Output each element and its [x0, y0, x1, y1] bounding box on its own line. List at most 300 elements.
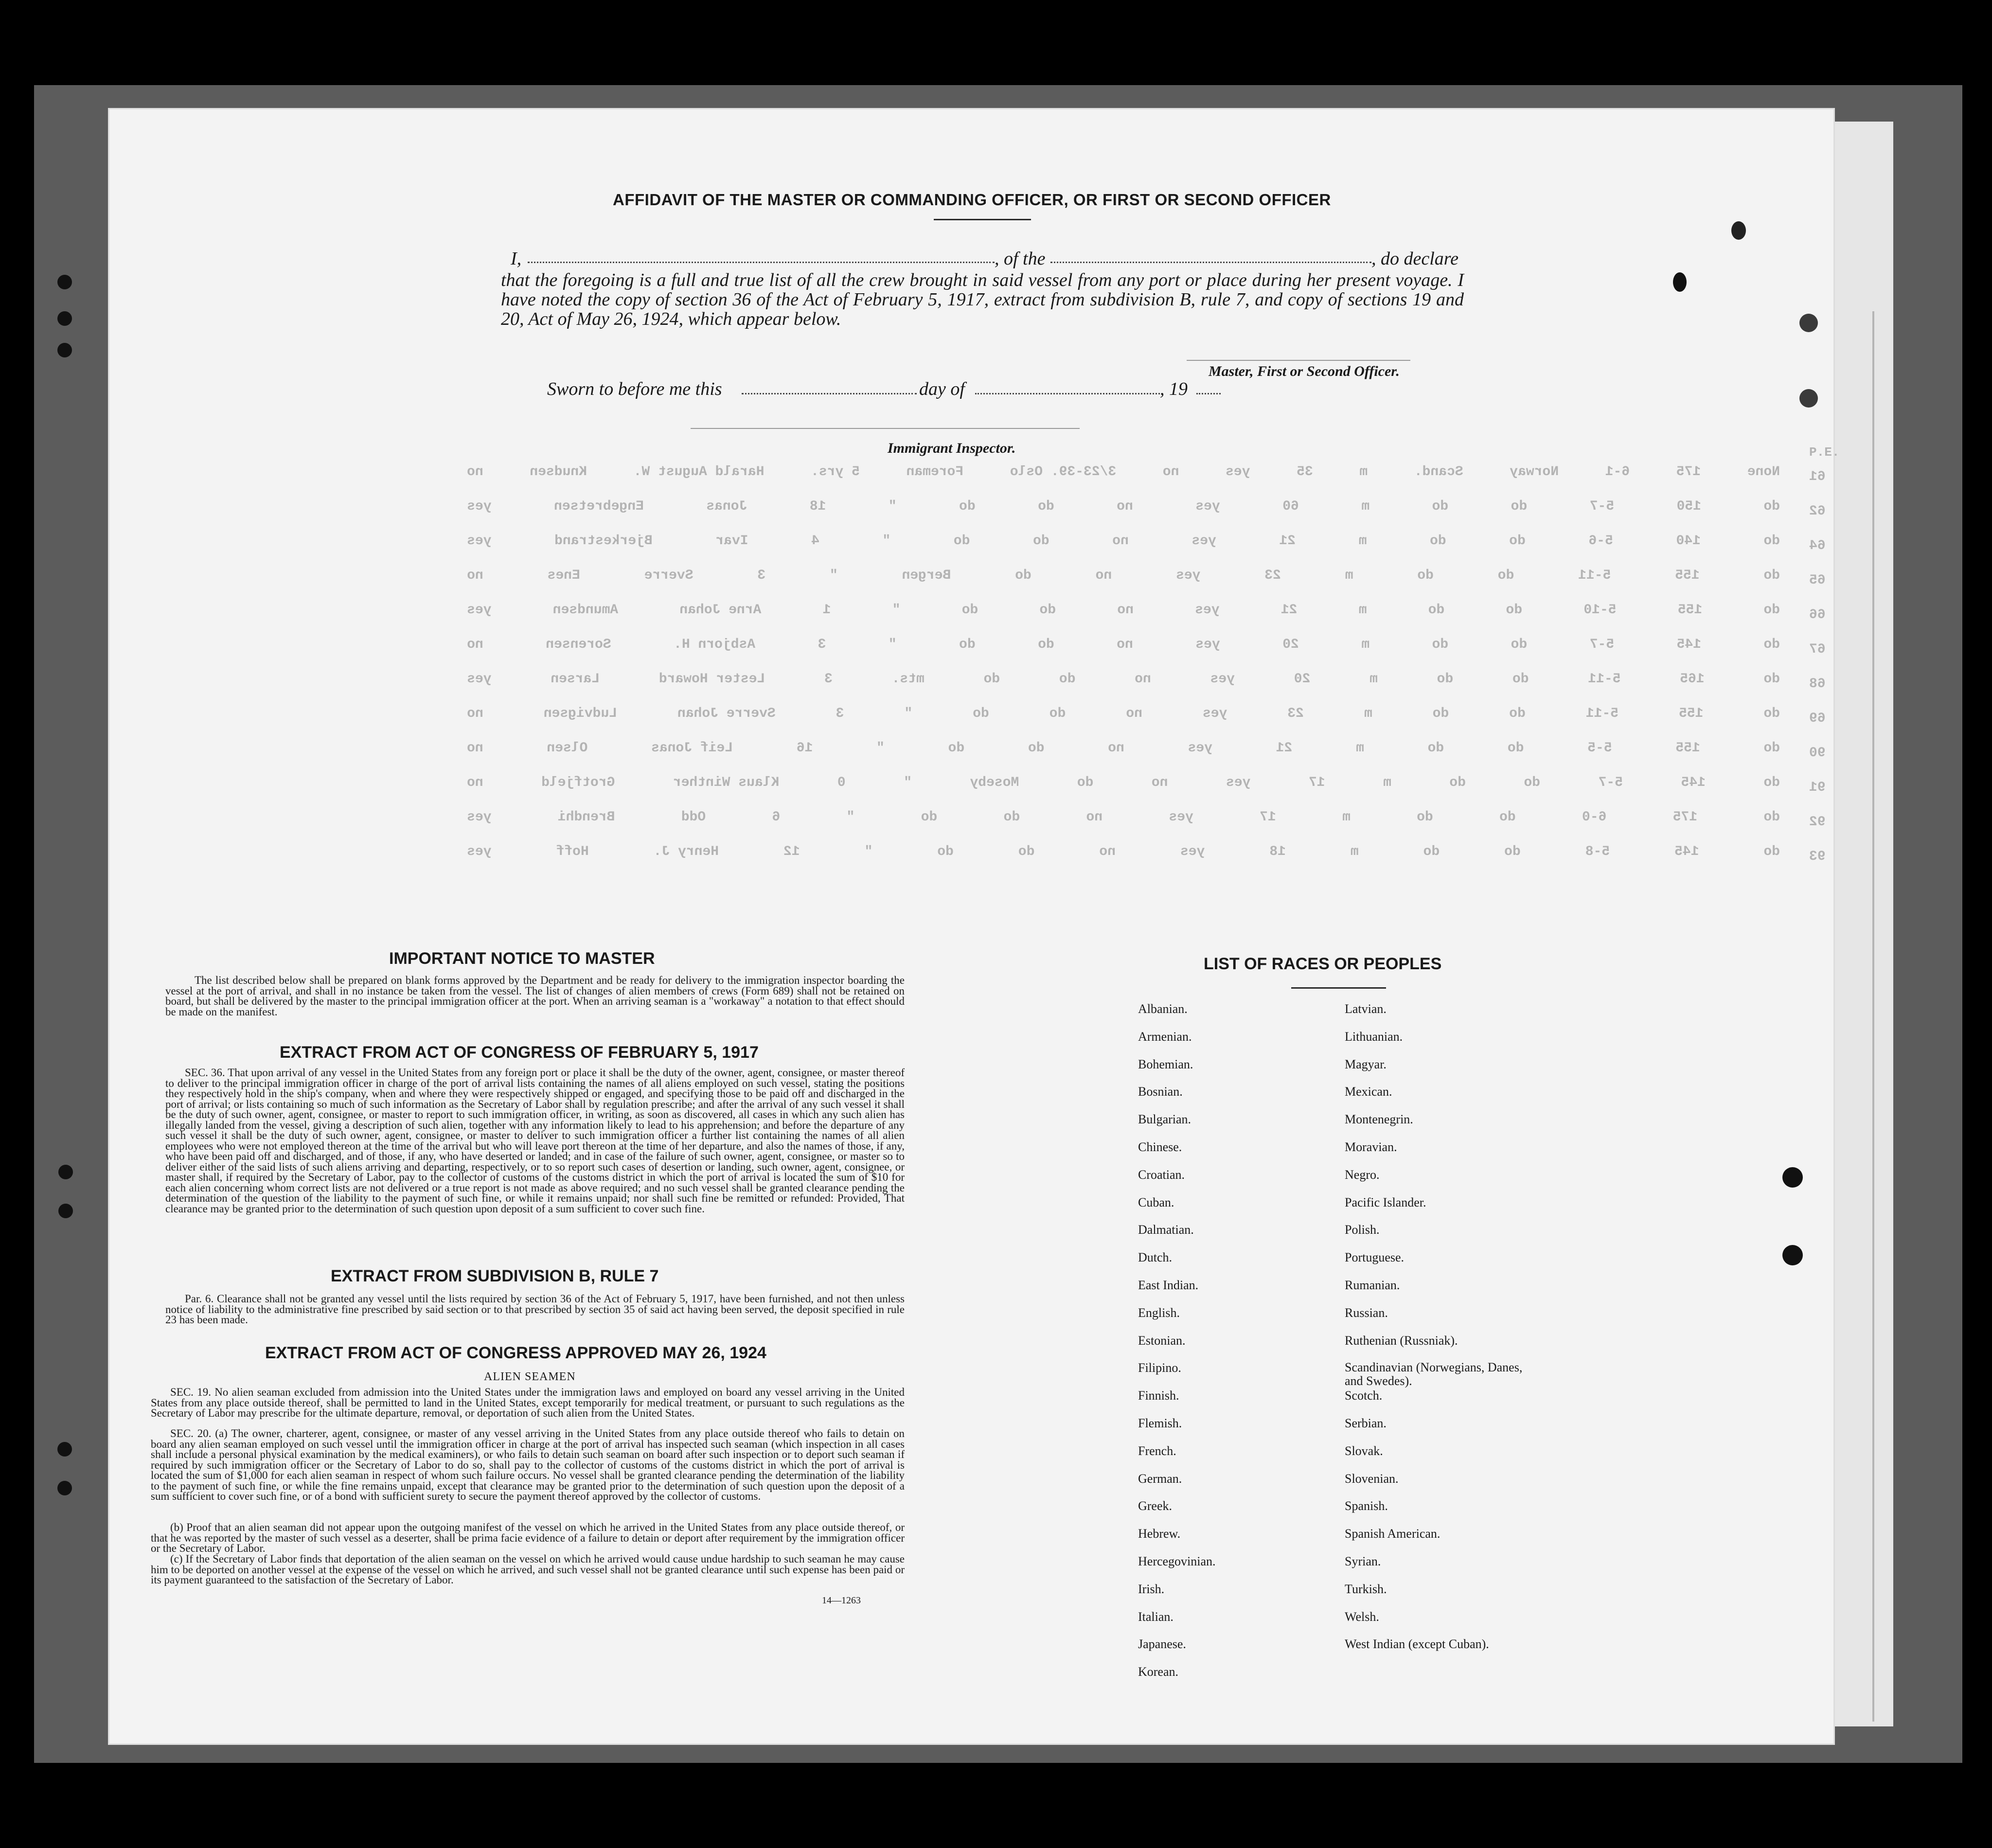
bleed-cell: Odd	[681, 810, 706, 825]
bleed-cell: no	[467, 706, 483, 721]
bleed-line-number: 69	[1809, 711, 1826, 726]
race-item: English.	[1138, 1305, 1180, 1320]
races-title: LIST OF RACES OR PEOPLES	[1204, 955, 1442, 973]
bleed-row	[467, 533, 1780, 549]
bleed-cell: m	[1383, 775, 1391, 790]
race-item: Hercegovinian.	[1138, 1554, 1216, 1568]
bleed-cell: m	[1342, 810, 1351, 825]
bleed-cell: Grotfjeld	[541, 775, 615, 790]
bleed-cell: m	[1361, 637, 1370, 652]
bleed-cell: yes	[467, 672, 492, 687]
bleed-cell: do	[1763, 637, 1780, 652]
bleed-cell: do	[1511, 637, 1528, 652]
bleed-cell: no	[467, 464, 483, 480]
sec20a-text: SEC. 20. (a) The owner, charterer, agent, consignee, or master of any vessel arriving in the United States from any place outside thereof who fails to detain on board any alien seaman employed on such vessel until the immigration officer in charge at the port of arrival has inspected such seaman (which inspection in all cases shall include a personal physical examination by the medical examiners), or who fails to detain such seaman on board after such inspection or to deport such seaman if required by such immigration officer or the Secretary of Labor to do so, shall pay to the collector of customs of the customs district in which the port of arrival is located the sum of $1,000 for each alien seaman in respect of whom such failure occurs. No vessel shall be granted clearance pending the determination of the liability to the payment of such fine, or while the fine remains unpaid, except that clearance may be granted prior to the determination of such question upon the deposit of a sum sufficient to cover such fine, or of a bond with sufficient surety to secure the payment thereof approved by the collector of customs.	[151, 1427, 905, 1502]
bleed-cell: do	[1437, 672, 1454, 687]
bleed-cell: m	[1370, 672, 1378, 687]
bleed-cell: yes	[467, 844, 492, 859]
bleed-cell: 20	[1294, 672, 1311, 687]
race-item: Hebrew.	[1138, 1527, 1181, 1541]
bleed-cell: Norway	[1510, 464, 1559, 480]
title-underline	[934, 219, 1031, 220]
bleed-cell: yes	[1176, 568, 1201, 583]
bleed-cell: do	[1059, 672, 1076, 687]
extract-1917-title: EXTRACT FROM ACT OF CONGRESS OF FEBRUARY 5, 1917	[280, 1043, 759, 1062]
year-label: , 19	[1160, 379, 1188, 399]
bleed-cell: m	[1364, 706, 1372, 721]
bleed-cell: 1	[822, 603, 831, 618]
bleed-cell: yes	[1169, 810, 1193, 825]
bleed-cell: do	[1432, 637, 1449, 652]
bleed-cell: Brendhi	[557, 810, 615, 825]
bleed-cell: "	[888, 499, 897, 514]
race-item: Armenian.	[1138, 1029, 1192, 1044]
bleed-cell: yes	[1202, 706, 1227, 721]
bleed-cell: "	[904, 775, 912, 790]
race-item: Welsh.	[1345, 1609, 1379, 1624]
race-item: Scandinavian (Norwegians, Danes, and Swedes).	[1345, 1360, 1523, 1388]
bleed-cell: do	[1038, 637, 1054, 652]
race-item: Moravian.	[1345, 1140, 1397, 1154]
race-item: Bohemian.	[1138, 1057, 1193, 1071]
bleed-line-number: 65	[1809, 573, 1826, 588]
bleed-row	[467, 499, 1780, 514]
underlying-sheet-edge	[1833, 122, 1893, 1726]
bleed-cell: do	[1430, 533, 1446, 549]
bleed-cell: do	[1028, 741, 1045, 756]
race-item: Serbian.	[1345, 1416, 1387, 1430]
bleed-cell: no	[467, 568, 483, 583]
punch-hole	[1731, 221, 1746, 240]
bleed-cell: 140	[1676, 533, 1701, 549]
bleed-line-number: 92	[1809, 815, 1826, 830]
declarant-i-label: I,	[511, 249, 522, 269]
bleed-cell: 60	[1282, 499, 1299, 514]
signature-field[interactable]	[1187, 360, 1410, 361]
bleed-cell: do	[921, 810, 938, 825]
sheet-fold-line	[1872, 311, 1874, 1722]
bleed-cell: do	[1015, 568, 1032, 583]
bleed-cell: mts.	[891, 672, 925, 687]
punch-hole	[57, 311, 72, 326]
race-item: Polish.	[1345, 1223, 1380, 1237]
bleed-cell: 5-8	[1585, 844, 1610, 859]
race-item: Albanian.	[1138, 1002, 1188, 1016]
punch-hole	[1799, 389, 1818, 408]
bleed-cell: do	[983, 672, 1000, 687]
bleed-cell: no	[1108, 741, 1124, 756]
race-item: Chinese.	[1138, 1140, 1182, 1154]
bleed-cell: 155	[1675, 741, 1700, 756]
bleed-cell: no	[1117, 603, 1134, 618]
bleed-cell: 155	[1675, 568, 1700, 583]
race-item: Scotch.	[1345, 1388, 1383, 1403]
race-item: Irish.	[1138, 1581, 1165, 1596]
inspector-label: Immigrant Inspector.	[888, 440, 1016, 456]
bleed-cell: do	[1417, 568, 1434, 583]
race-item: Portuguese.	[1345, 1250, 1405, 1265]
bleed-cell: "	[888, 637, 897, 652]
bleed-cell: do	[1049, 706, 1066, 721]
bleed-cell: 12	[783, 844, 800, 859]
bleed-cell: do	[1423, 844, 1440, 859]
day-of-label: day of	[919, 379, 965, 399]
signature-label: Master, First or Second Officer.	[1209, 363, 1400, 379]
bleed-line-number: 67	[1809, 642, 1826, 657]
bleed-cell: yes	[1226, 464, 1250, 480]
bleed-row	[467, 637, 1780, 652]
bleed-line-number: 93	[1809, 849, 1826, 864]
race-item: Mexican.	[1345, 1084, 1392, 1099]
bleed-cell: m	[1356, 741, 1364, 756]
bleed-cell: do	[1449, 775, 1466, 790]
of-the-label: , of the	[995, 249, 1046, 269]
bleed-cell: 6	[772, 810, 781, 825]
bleed-row	[467, 603, 1780, 618]
bleed-cell: do	[1432, 706, 1449, 721]
bleed-cell: 5-7	[1589, 637, 1615, 652]
race-item: Rumanian.	[1345, 1278, 1400, 1292]
race-item: Dalmatian.	[1138, 1223, 1194, 1237]
race-item: Montenegrin.	[1345, 1112, 1413, 1127]
bleed-cell: yes	[1226, 775, 1251, 790]
bleed-row	[467, 775, 1780, 790]
race-item: Estonian.	[1138, 1333, 1186, 1348]
bleed-cell: do	[1763, 706, 1780, 721]
race-item: Latvian.	[1345, 1002, 1387, 1016]
bleed-cell: 0	[837, 775, 846, 790]
bleed-cell: Asbjorn H.	[674, 637, 756, 652]
bleed-cell: do	[1763, 810, 1780, 825]
sec19-text: SEC. 19. No alien seaman excluded from admission into the United States under the immigration laws and employed on board any vessel arriving in the United States from any place outside thereof, shall be permitted to land in the United States, except temporarily for medical treatment, or pursuant to such regulations as the Secretary of Labor may prescribe for the ultimate departure, removal, or deportation of such alien from the United States.	[151, 1386, 905, 1419]
race-item: Syrian.	[1345, 1554, 1381, 1568]
bleed-cell: 4	[811, 533, 819, 549]
race-item: Flemish.	[1138, 1416, 1182, 1430]
race-item: East Indian.	[1138, 1278, 1199, 1292]
rule7-text: Par. 6. Clearance shall not be granted any vessel until the lists required by section 36 of the Act of February 5, 1917, have been furnished, and not then unless notice of liability to the administrative fine prescribed by said section or to that prescribed by section 35 of said act having been served, the deposit specified in rule 23 has been made.	[165, 1293, 905, 1326]
bleed-cell: no	[1135, 672, 1151, 687]
bleed-cell: do	[1077, 775, 1094, 790]
bleed-cell: Jonas	[706, 499, 747, 514]
bleed-line-number: 62	[1809, 504, 1826, 519]
bleed-cell: no	[467, 637, 483, 652]
race-item: Cuban.	[1138, 1195, 1174, 1209]
bleed-cell: 3	[836, 706, 844, 721]
bleed-cell: do	[1018, 844, 1035, 859]
race-item: Magyar.	[1345, 1057, 1387, 1071]
punch-hole	[58, 1165, 73, 1179]
punch-hole	[57, 275, 72, 289]
bleed-cell: do	[937, 844, 954, 859]
bleed-line-number: 66	[1809, 607, 1826, 622]
bleed-cell: 145	[1676, 637, 1701, 652]
bleed-row	[467, 810, 1780, 825]
bleed-cell: 155	[1677, 603, 1703, 618]
bleed-cell: Ivar	[715, 533, 748, 549]
bleed-cell: Larsen	[551, 672, 600, 687]
bleed-cell: "	[876, 741, 885, 756]
bleed-cell: no	[1112, 533, 1129, 549]
punch-hole	[1799, 314, 1818, 332]
bleed-row	[467, 706, 1780, 721]
race-item: French.	[1138, 1443, 1176, 1458]
bleed-line-number: 64	[1809, 538, 1826, 553]
rule7-title: EXTRACT FROM SUBDIVISION B, RULE 7	[331, 1267, 659, 1285]
bleed-cell: 5-11	[1578, 568, 1611, 583]
bleed-cell: m	[1358, 533, 1367, 549]
sworn-label: Sworn to before me this	[547, 379, 722, 399]
bleed-cell: no	[1162, 464, 1179, 480]
race-item: Lithuanian.	[1345, 1029, 1403, 1044]
sec20c-text: (c) If the Secretary of Labor finds that deportation of the alien seaman on the vessel on which he arrived would cause undue hardship to such seaman he may cause him to be deported on another vessel at the expense of the vessel on which he arrived, and such vessel shall not be granted clearance until such expense has been paid or its payment guaranteed to the satisfaction of the Secretary of Labor.	[151, 1553, 905, 1586]
bleed-cell: no	[1095, 568, 1112, 583]
bleed-cell: yes	[467, 499, 492, 514]
bleed-line-number: 68	[1809, 676, 1826, 692]
bleed-cell: do	[1038, 499, 1054, 514]
bleed-cell: no	[467, 741, 483, 756]
bleed-cell: None	[1747, 464, 1780, 480]
bleed-cell: do	[1763, 741, 1780, 756]
bleed-cell: Enes	[547, 568, 580, 583]
bleed-cell: no	[1086, 810, 1103, 825]
bleed-cell: do	[1506, 603, 1523, 618]
bleed-cell: 175	[1672, 810, 1698, 825]
bleed-cell: do	[1763, 603, 1780, 618]
bleed-cell: 3	[824, 672, 833, 687]
punch-hole	[57, 1442, 72, 1457]
bleed-cell: do	[1763, 499, 1780, 514]
extract-1917-text: SEC. 36. That upon arrival of any vessel in the United States from any foreign port or place it shall be the duty of the owner, agent, consignee, or master thereof to deliver to the principal immigration officer in charge of the port of arrival lists containing the names of all aliens employed on such vessel, stating the positions they respectively hold in the ship's company, when and where they were respectively shipped or engaged, and specifying those to be paid off and discharged in the port of arrival; or lists containing so much of such information as the Secretary of Labor shall by regulation prescribe; and after the arrival of any such vessel it shall be the duty of such owner, agent, consignee, or master to report to such immigration officer, in writing, as soon as discovered, all cases in which any such alien has illegally landed from the vessel, giving a description of such alien, together with any information likely to lead to his apprehension; and before the departure of any such vessel it shall be the duty of such owner, agent, consignee, or master to deliver to such immigration officer a further list containing the names of all alien employees who were not employed thereon at the time of the arrival but who will leave port thereon at the time of her departure, and also the names of those, if any, who have been paid off and discharged, and of those, if any, who have deserted or landed; and in case of the failure of such owner, agent, consignee, or master so to deliver either of the said lists of such aliens arriving and departing, respectively, or to so report such cases of desertion or landing, such owner, agent, consignee, or master shall, if required by the Secretary of Labor, pay to the collector of customs of the customs district in which the port of arrival is located the sum of $10 for each alien concerning whom correct lists are not delivered or a true report is not made as above required; and no such vessel shall be granted clearance pending the determination of the question of the liability to the payment of such fine, or while it remains unpaid; nor shall such fine be remitted or refunded: Provided, That clearance may be granted prior to the determination of such question upon deposit of a sum sufficient to cover such fine.	[165, 1066, 905, 1215]
bleed-cell: m	[1350, 844, 1359, 859]
bleed-row	[467, 741, 1780, 756]
race-item: Bulgarian.	[1138, 1112, 1192, 1127]
bleed-cell: Leif Jonas	[651, 741, 733, 756]
race-item: Slovak.	[1345, 1443, 1383, 1458]
bleed-line-number: 61	[1809, 469, 1826, 484]
bleed-cell: do	[1763, 672, 1780, 687]
bleed-cell: 150	[1676, 499, 1701, 514]
bleed-cell: 5-6	[1588, 533, 1613, 549]
bleed-cell: Moseby	[970, 775, 1019, 790]
bleed-cell: 155	[1679, 706, 1704, 721]
bleed-cell: do	[1033, 533, 1049, 549]
bleed-cell: do	[1432, 499, 1449, 514]
bleed-cell: do	[973, 706, 989, 721]
bleed-cell: 35	[1297, 464, 1313, 480]
race-item: Russian.	[1345, 1305, 1388, 1320]
bleed-cell: Bergen	[902, 568, 951, 583]
punch-hole	[57, 343, 72, 357]
bleed-cell: 6-1	[1605, 464, 1630, 480]
bleed-cell: 145	[1674, 844, 1699, 859]
bleed-cell: Olsen	[547, 741, 588, 756]
notice-text: The list described below shall be prepared on blank forms approved by the Department and be ready for delivery to the immigration inspector boarding the vessel at the port of arrival, and shall in no instance be taken from the vessel. The list of changes of alien members of crews (Form 689) shall not be retained on board, but shall be delivered by the master to the principal immigration officer at the port. When an arriving seaman is a "workaway" a notation to that effect should be made on the manifest.	[165, 974, 905, 1018]
bleed-cell: do	[959, 637, 976, 652]
bleed-cell: "	[892, 603, 901, 618]
sec20b-text: (b) Proof that an alien seaman did not appear upon the outgoing manifest of the vessel on which he arrived in the United States from any place outside thereof, or that he was reported by the master of such vessel as a deserter, shall be prima facie evidence of a failure to detain or deport after requirement by the immigration officer or the Secretary of Labor.	[151, 1521, 905, 1554]
bleed-cell: Hoff	[556, 844, 589, 859]
race-item: Ruthenian (Russniak).	[1345, 1333, 1458, 1348]
bleed-cell: no	[1117, 637, 1133, 652]
bleed-line-number: 90	[1809, 746, 1826, 761]
bleed-cell: yes	[1188, 741, 1212, 756]
race-item: Slovenian.	[1345, 1471, 1399, 1486]
sworn-year-field[interactable]	[1196, 393, 1221, 394]
bleed-cell: m	[1345, 568, 1353, 583]
bleed-cell: 16	[796, 741, 813, 756]
bleed-cell: Henry J.	[653, 844, 719, 859]
alien-seamen-subtitle: ALIEN SEAMEN	[484, 1370, 576, 1383]
bleed-cell: "	[904, 706, 913, 721]
race-item: Dutch.	[1138, 1250, 1173, 1265]
bleed-cell: 5 yrs.	[811, 464, 860, 480]
bleed-cell: 3/23-39. Oslo	[1010, 464, 1117, 480]
bleed-cell: Sverre Johan	[677, 706, 776, 721]
inspector-signature-field[interactable]	[691, 428, 1080, 429]
punch-hole	[1673, 272, 1687, 292]
bleed-cell: yes	[1210, 672, 1235, 687]
bleed-cell: Arne Johan	[679, 603, 762, 618]
punch-hole	[57, 1481, 72, 1495]
race-item: Croatian.	[1138, 1167, 1185, 1182]
declarant-name-field[interactable]	[528, 262, 995, 263]
race-item: Korean.	[1138, 1665, 1179, 1679]
bleed-cell: do	[1428, 603, 1445, 618]
punch-hole	[58, 1204, 73, 1218]
bleed-cell: 5-11	[1588, 672, 1621, 687]
bleed-cell: 6-0	[1582, 810, 1607, 825]
bleed-cell: 23	[1287, 706, 1304, 721]
bleed-cell: 5-10	[1583, 603, 1617, 618]
bleed-cell: no	[1126, 706, 1142, 721]
bleed-cell: yes	[1192, 533, 1216, 549]
bleed-cell: Scand.	[1414, 464, 1463, 480]
bleed-cell: "	[829, 568, 838, 583]
bleed-cell: Foreman	[906, 464, 964, 480]
punch-hole	[1782, 1167, 1803, 1188]
bleed-cell: do	[1417, 810, 1433, 825]
bleed-row	[467, 672, 1780, 687]
bleed-cell: do	[1504, 844, 1521, 859]
bleed-cell: do	[1511, 499, 1528, 514]
bleed-row	[467, 568, 1780, 583]
bleed-cell: do	[1509, 706, 1526, 721]
bleed-cell: 17	[1260, 810, 1276, 825]
bleed-cell: 3	[757, 568, 766, 583]
race-item: Filipino.	[1138, 1361, 1181, 1375]
bleed-cell: 18	[1269, 844, 1286, 859]
bleed-cell: Bjerkestrand	[554, 533, 653, 549]
race-item: Pacific Islander.	[1345, 1195, 1426, 1209]
bleed-cell: yes	[1195, 603, 1220, 618]
bleed-cell: "	[882, 533, 891, 549]
bleed-cell: 21	[1281, 603, 1298, 618]
bleed-cell: Klaus Winther	[673, 775, 780, 790]
bleed-cell: do	[959, 499, 976, 514]
bleed-cell: m	[1361, 499, 1370, 514]
bleed-cell: do	[1039, 603, 1056, 618]
bleed-cell: yes	[467, 810, 492, 825]
bleed-cell: 21	[1276, 741, 1293, 756]
race-item: German.	[1138, 1471, 1182, 1486]
sworn-month-field[interactable]	[975, 393, 1160, 394]
bleed-cell: do	[1427, 741, 1444, 756]
bleed-cell: 5-7	[1589, 499, 1615, 514]
bleed-cell: no	[1099, 844, 1116, 859]
bleed-cell: m	[1359, 464, 1368, 480]
bleed-cell: do	[1763, 568, 1780, 583]
bleed-cell: "	[846, 810, 855, 825]
bleed-cell: no	[1117, 499, 1133, 514]
bleed-row	[467, 464, 1780, 480]
notice-title: IMPORTANT NOTICE TO MASTER	[389, 949, 655, 968]
bleed-cell: 23	[1264, 568, 1281, 583]
bleed-cell: 145	[1681, 775, 1706, 790]
bleed-cell: Harald August W.	[633, 464, 765, 480]
race-item: Spanish.	[1345, 1499, 1388, 1513]
bleed-cell: no	[1151, 775, 1168, 790]
bleed-cell: do	[1524, 775, 1541, 790]
race-item: Spanish American.	[1345, 1527, 1441, 1541]
race-item: West Indian (except Cuban).	[1345, 1637, 1489, 1652]
bleed-cell: do	[1499, 810, 1516, 825]
extract-1924-title: EXTRACT FROM ACT OF CONGRESS APPROVED MAY 26, 1924	[265, 1344, 766, 1362]
sworn-day-field[interactable]	[742, 393, 917, 394]
race-item: Japanese.	[1138, 1637, 1186, 1652]
bleed-cell: Sorensen	[546, 637, 611, 652]
race-item: Finnish.	[1138, 1388, 1179, 1403]
race-item: Bosnian.	[1138, 1084, 1183, 1099]
bleed-cell: do	[1763, 844, 1780, 859]
bleed-cell: do	[1512, 672, 1529, 687]
bleed-cell: 3	[818, 637, 826, 652]
bleed-cell: Sverre	[644, 568, 694, 583]
bleed-cell: 17	[1308, 775, 1325, 790]
bleed-cell: 5-7	[1598, 775, 1623, 790]
bleed-cell: 5-5	[1587, 741, 1612, 756]
bleed-line-number: 91	[1809, 780, 1826, 795]
bleed-cell: 165	[1680, 672, 1705, 687]
bleed-cell: yes	[467, 533, 492, 549]
bleed-cell: do	[1763, 775, 1780, 790]
bleed-cell: do	[953, 533, 970, 549]
bleed-cell: do	[1497, 568, 1514, 583]
form-number: 14—1263	[822, 1595, 861, 1606]
affidavit-body: that the foregoing is a full and true list of all the crew brought in said vessel from any port or place during her present voyage. I have noted the copy of section 36 of the Act of February 5, 1917, extract from subdivision B, rule 7, and copy of sections 19 and 20, Act of May 26, 1924, which appear below.	[501, 270, 1464, 329]
bleed-cell: 5-11	[1585, 706, 1619, 721]
bleed-cell: do	[961, 603, 978, 618]
bleed-through-header: P.E.	[1809, 445, 1840, 460]
race-item: Negro.	[1345, 1167, 1380, 1182]
affidavit-title: AFFIDAVIT OF THE MASTER OR COMMANDING OFFICER, OR FIRST OR SECOND OFFICER	[613, 191, 1331, 209]
bleed-cell: Ludvigsen	[543, 706, 618, 721]
bleed-cell: do	[1003, 810, 1020, 825]
bleed-cell: 20	[1282, 637, 1299, 652]
bleed-row	[467, 844, 1780, 859]
bleed-cell: Amundsen	[552, 603, 619, 618]
races-title-underline	[1291, 987, 1386, 989]
bleed-cell: Engebretsen	[554, 499, 644, 514]
bleed-cell: 21	[1279, 533, 1296, 549]
bleed-cell: do	[1509, 533, 1526, 549]
bleed-cell: 18	[809, 499, 826, 514]
bleed-cell: "	[864, 844, 873, 859]
bleed-cell: 175	[1676, 464, 1701, 480]
race-item: Greek.	[1138, 1499, 1173, 1513]
bleed-cell: do	[948, 741, 965, 756]
vessel-name-field[interactable]	[1050, 262, 1371, 263]
bleed-cell: Knudsen	[530, 464, 587, 480]
